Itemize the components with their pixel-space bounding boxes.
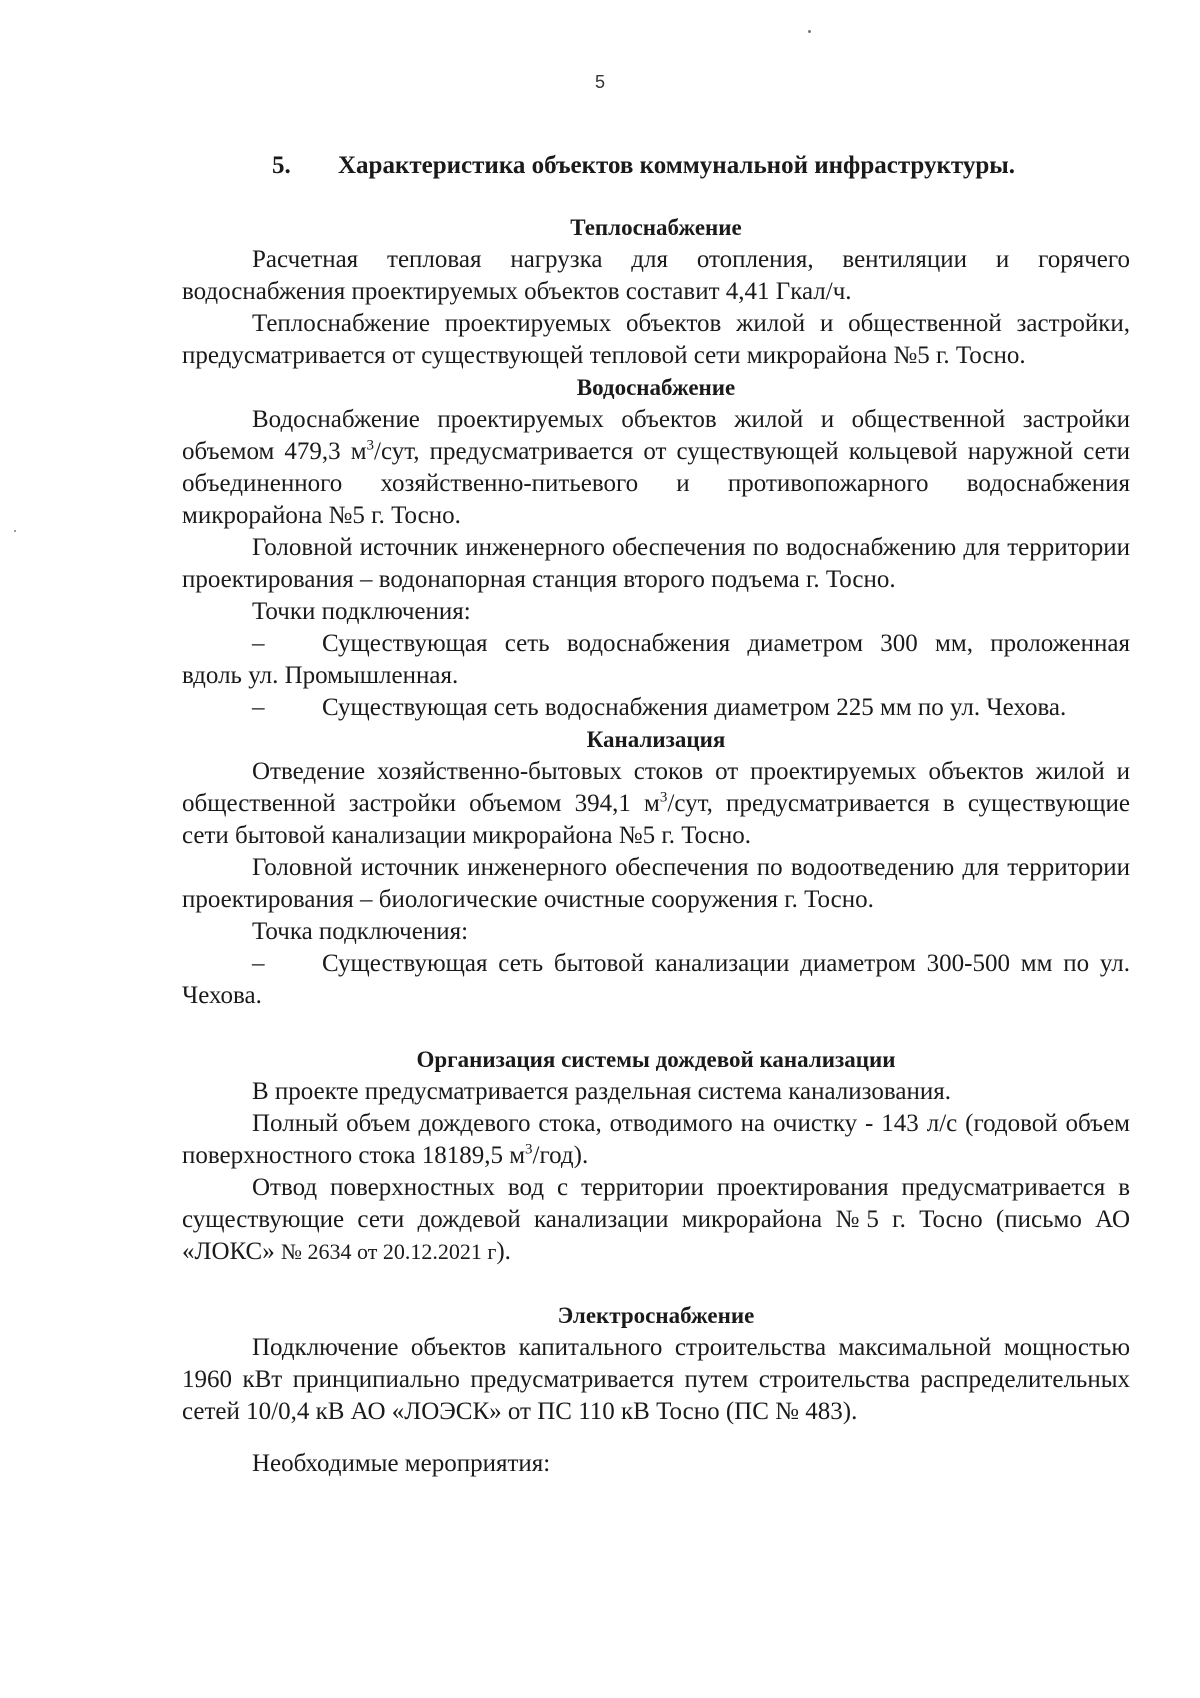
heading-storm-drainage: Организация системы дождевой канализации [416, 1047, 896, 1072]
heading-heat-supply: Теплоснабжение [570, 215, 742, 240]
water-points-label: Точки подключения: [252, 598, 471, 625]
scan-speck [14, 530, 16, 532]
page-number: 5 [594, 72, 605, 92]
heading-sewerage: Канализация [586, 727, 726, 752]
heat-paragraph-2: Теплоснабжение проектируемых объектов жилой и общественной застройки, предусматривается от существующей тепловой сети микрорайона №5 г. Тосно. [182, 310, 1130, 369]
heat-paragraph-1: Расчетная тепловая нагрузка для отопления, вентиляции и горячего водоснабжения проектируемых объектов составит 4,41 Гкал/ч. [182, 246, 1130, 305]
storm-paragraph-1: В проекте предусматривается раздельная система канализования. [252, 1078, 951, 1105]
sewer-paragraph-1: Отведение хозяйственно-бытовых стоков от проектируемых объектов жилой и общественной застройки объемом 394,1 $м^3$/сут, предусматривается в существующие сети бытовой канализации микрорайона №5 г. Тосно. [182, 758, 1130, 849]
water-paragraph-2: Головной источник инженерного обеспечения по водоснабжению для территории проектирования – водонапорная станция второго подъема г. Тосно. [182, 534, 1130, 593]
storm-paragraph-3: Отвод поверхностных вод с территории проектирования предусматривается в существующие сети дождевой канализации микрорайона №5 г. Тосно (письмо АО «ЛОКС» № 2634 от 20.12.2021 г). [182, 1174, 1130, 1265]
heading-water-supply: Водоснабжение [576, 375, 736, 400]
sewer-paragraph-2: Головной источник инженерного обеспечения по водоотведению для территории проектирования – биологические очистные сооружения г. Тосно. [182, 854, 1130, 913]
power-paragraph-2: Необходимые мероприятия: [252, 1450, 551, 1477]
water-paragraph-1: Водоснабжение проектируемых объектов жилой и общественной застройки объемом 479,3 $м^3$/сут, предусматривается от существующей кольцевой наружной сети объединенного хозяйственно-питьевого и противопожарного водоснабжения микрорайона №5 г. Тосно. [182, 406, 1130, 529]
section-title-text: Характеристика объектов коммунальной инфраструктуры. [338, 152, 1016, 179]
spacer [182, 1428, 1130, 1448]
section-title [182, 150, 1130, 182]
section-number: 5. [272, 152, 291, 179]
water-list-item-2: – Существующая сеть водоснабжения диаметром 225 мм по ул. Чехова. [252, 694, 1067, 721]
sewer-list-item-1: – Существующая сеть бытовой канализации диаметром 300-500 мм по ул. Чехова. [182, 950, 1130, 1009]
sewer-point-label: Точка подключения: [252, 918, 469, 945]
power-paragraph-1: Подключение объектов капитального строительства максимальной мощностью 1960 кВт принципиально предусматривается путем строительства распределительных сетей 10/0,4 кВ АО «ЛОЭСК» от ПС 110 кВ Тосно (ПС № 483). [182, 1334, 1130, 1425]
spacer [182, 1268, 1130, 1300]
spacer [182, 1012, 1130, 1044]
heading-power-supply: Электроснабжение [557, 1303, 755, 1328]
scan-speck [808, 30, 811, 33]
storm-paragraph-2: Полный объем дождевого стока, отводимого на очистку - 143 л/с (годовой объем поверхностного стока 18189,5 $м^3/год$). [182, 1110, 1130, 1169]
document-body [182, 150, 1130, 1480]
water-list-item-1: – Существующая сеть водоснабжения диаметром 300 мм, проложенная вдоль ул. Промышленная. [182, 630, 1130, 689]
